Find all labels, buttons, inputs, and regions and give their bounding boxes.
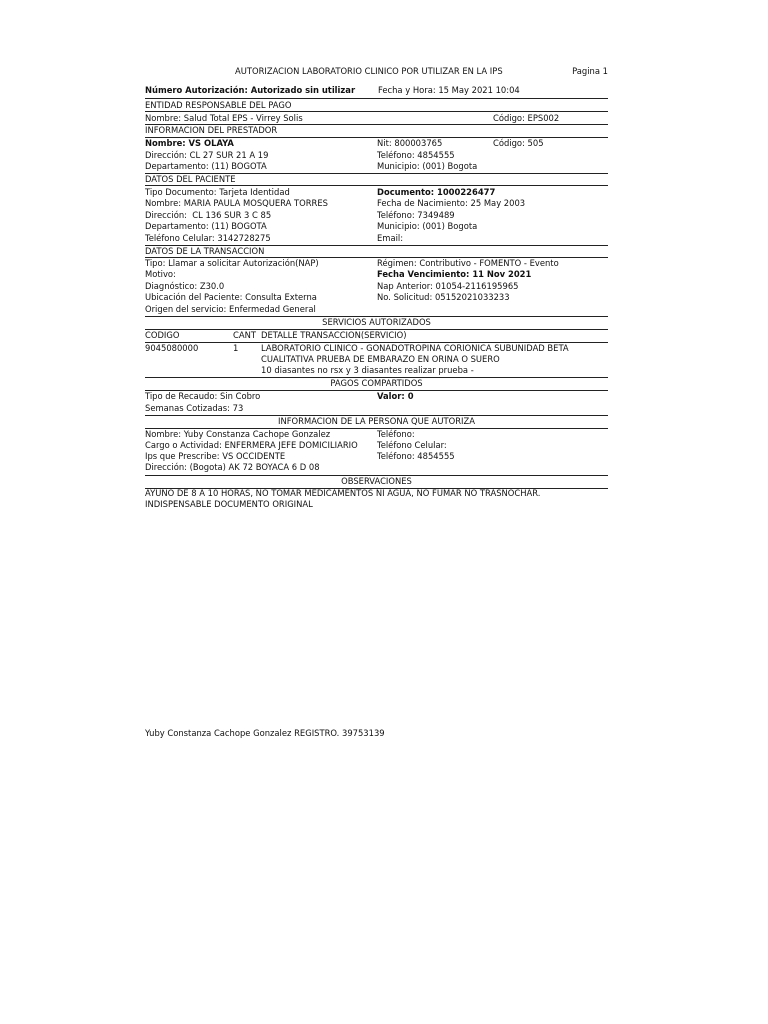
prestador-codigo: Código: 505: [493, 138, 544, 148]
paciente-municipio: Municipio: (001) Bogota: [377, 221, 478, 231]
servicio-row-cont: [145, 365, 608, 376]
prestador-nombre: Nombre: VS OLAYA: [145, 138, 234, 148]
pago-nombre: Nombre: Salud Total EPS - Virrey Solis: [145, 113, 303, 123]
prestador-telefono: Teléfono: 4854555: [377, 150, 455, 160]
paciente-row-2: [145, 198, 608, 209]
paciente-departamento: Departamento: (11) BOGOTA: [145, 221, 267, 231]
section-paciente: [145, 174, 608, 185]
paciente-documento: Documento: 1000226477: [377, 187, 496, 197]
transaccion-row-4: [145, 292, 608, 303]
pagos-valor: Valor: 0: [377, 391, 414, 401]
prestador-direccion: Dirección: CL 27 SUR 21 A 19: [145, 150, 269, 160]
section-title: DATOS DE LA TRANSACCION: [145, 246, 265, 256]
divider: [145, 98, 608, 99]
observaciones-linea-2: INDISPENSABLE DOCUMENTO ORIGINAL: [145, 499, 313, 509]
transaccion-nap: Nap Anterior: 01054-2116195965: [377, 281, 519, 291]
paciente-email: Email:: [377, 233, 404, 243]
transaccion-diagnostico: Diagnóstico: Z30.0: [145, 281, 225, 291]
pagos-row-2: [145, 403, 608, 414]
paciente-nacimiento: Fecha de Nacimiento: 25 May 2003: [377, 198, 526, 208]
pagos-row-1: [145, 391, 608, 402]
autoriza-row-2: [145, 440, 608, 451]
pago-codigo: Código: EPS002: [493, 113, 560, 123]
page-number: Pagina 1: [572, 66, 608, 76]
authorization-number: Número Autorización: Autorizado sin utilizar: [145, 85, 356, 95]
paciente-row-1: [145, 187, 608, 198]
section-autoriza: INFORMACION DE LA PERSONA QUE AUTORIZA: [278, 416, 475, 426]
autoriza-celular: Teléfono Celular:: [377, 440, 447, 450]
transaccion-solicitud: No. Solicitud: 05152021033233: [377, 292, 510, 302]
transaccion-origen: Origen del servicio: Enfermedad General: [145, 304, 316, 314]
transaccion-row-1: [145, 258, 608, 269]
paciente-row-4: [145, 221, 608, 232]
date-time: Fecha y Hora: 15 May 2021 10:04: [378, 85, 520, 95]
col-cant: CANT: [233, 330, 256, 340]
observaciones-row-2: [145, 499, 608, 510]
section-servicios: SERVICIOS AUTORIZADOS: [322, 317, 431, 327]
section-transaccion: [145, 246, 608, 257]
authorization-row: [145, 85, 608, 96]
paciente-row-5: [145, 233, 608, 244]
servicio-cant: 1: [233, 343, 239, 353]
transaccion-vencimiento: Fecha Vencimiento: 11 Nov 2021: [377, 269, 532, 279]
section-pago: [145, 100, 608, 111]
col-detalle: DETALLE TRANSACCION(SERVICIO): [261, 330, 407, 340]
servicio-row-cont: [145, 354, 608, 365]
prestador-row-3: [145, 161, 608, 172]
paciente-direccion: Dirección: CL 136 SUR 3 C 85: [145, 210, 272, 220]
transaccion-regimen: Régimen: Contributivo - FOMENTO - Evento: [377, 258, 559, 268]
prestador-departamento: Departamento: (11) BOGOTA: [145, 161, 267, 171]
autoriza-nombre: Nombre: Yuby Constanza Cachope Gonzalez: [145, 429, 331, 439]
signature-footer: Yuby Constanza Cachope Gonzalez REGISTRO. 39753139: [145, 728, 385, 738]
paciente-row-3: [145, 210, 608, 221]
transaccion-row-5: [145, 304, 608, 315]
pagos-semanas: Semanas Cotizadas: 73: [145, 403, 244, 413]
autoriza-row-3: [145, 451, 608, 462]
col-codigo: CODIGO: [145, 330, 180, 340]
transaccion-row-3: [145, 281, 608, 292]
prestador-row-2: [145, 150, 608, 161]
observaciones-row-1: [145, 488, 608, 499]
section-prestador: [145, 125, 608, 136]
paciente-telefono: Teléfono: 7349489: [377, 210, 455, 220]
document-header: [145, 66, 608, 78]
autoriza-direccion: Dirección: (Bogota) AK 72 BOYACA 6 D 08: [145, 462, 320, 472]
transaccion-row-2: [145, 269, 608, 280]
document-title: AUTORIZACION LABORATORIO CLINICO POR UTILIZAR EN LA IPS: [235, 66, 503, 76]
prestador-municipio: Municipio: (001) Bogota: [377, 161, 478, 171]
section-title: ENTIDAD RESPONSABLE DEL PAGO: [145, 100, 292, 110]
transaccion-motivo: Motivo:: [145, 269, 176, 279]
divider: [145, 111, 608, 112]
autoriza-telefono-2: Teléfono: 4854555: [377, 451, 455, 461]
transaccion-tipo: Tipo: Llamar a solicitar Autorización(NAP): [145, 258, 319, 268]
section-observaciones: OBSERVACIONES: [341, 476, 412, 486]
section-title: DATOS DEL PACIENTE: [145, 174, 236, 184]
paciente-nombre: Nombre: MARIA PAULA MOSQUERA TORRES: [145, 198, 328, 208]
servicio-codigo: 9045080000: [145, 343, 199, 353]
autoriza-row-4: [145, 462, 608, 473]
servicios-header-row: [145, 330, 608, 341]
autoriza-row-1: [145, 429, 608, 440]
pago-row: [145, 113, 608, 124]
servicio-row: [145, 343, 608, 354]
autoriza-cargo: Cargo o Actividad: ENFERMERA JEFE DOMICILIARIO: [145, 440, 358, 450]
servicio-detalle-3: 10 diasantes no rsx y 3 diasantes realizar prueba -: [261, 365, 474, 375]
prestador-nit: Nit: 800003765: [377, 138, 443, 148]
paciente-tipo-doc: Tipo Documento: Tarjeta Identidad: [145, 187, 290, 197]
divider: [145, 185, 608, 186]
pagos-recaudo: Tipo de Recaudo: Sin Cobro: [145, 391, 261, 401]
autoriza-ips: Ips que Prescribe: VS OCCIDENTE: [145, 451, 286, 461]
paciente-celular: Teléfono Celular: 3142728275: [145, 233, 271, 243]
autoriza-telefono: Teléfono:: [377, 429, 415, 439]
section-title: INFORMACION DEL PRESTADOR: [145, 125, 278, 135]
servicio-detalle-1: LABORATORIO CLINICO - GONADOTROPINA CORIONICA SUBUNIDAD BETA: [261, 343, 569, 353]
observaciones-linea-1: AYUNO DE 8 A 10 HORAS, NO TOMAR MEDICAMENTOS NI AGUA, NO FUMAR NO TRASNOCHAR.: [145, 488, 541, 498]
servicio-detalle-2: CUALITATIVA PRUEBA DE EMBARAZO EN ORINA O SUERO: [261, 354, 500, 364]
prestador-row-1: [145, 138, 608, 149]
transaccion-ubicacion: Ubicación del Paciente: Consulta Externa: [145, 292, 317, 302]
section-pagos: PAGOS COMPARTIDOS: [330, 378, 423, 388]
